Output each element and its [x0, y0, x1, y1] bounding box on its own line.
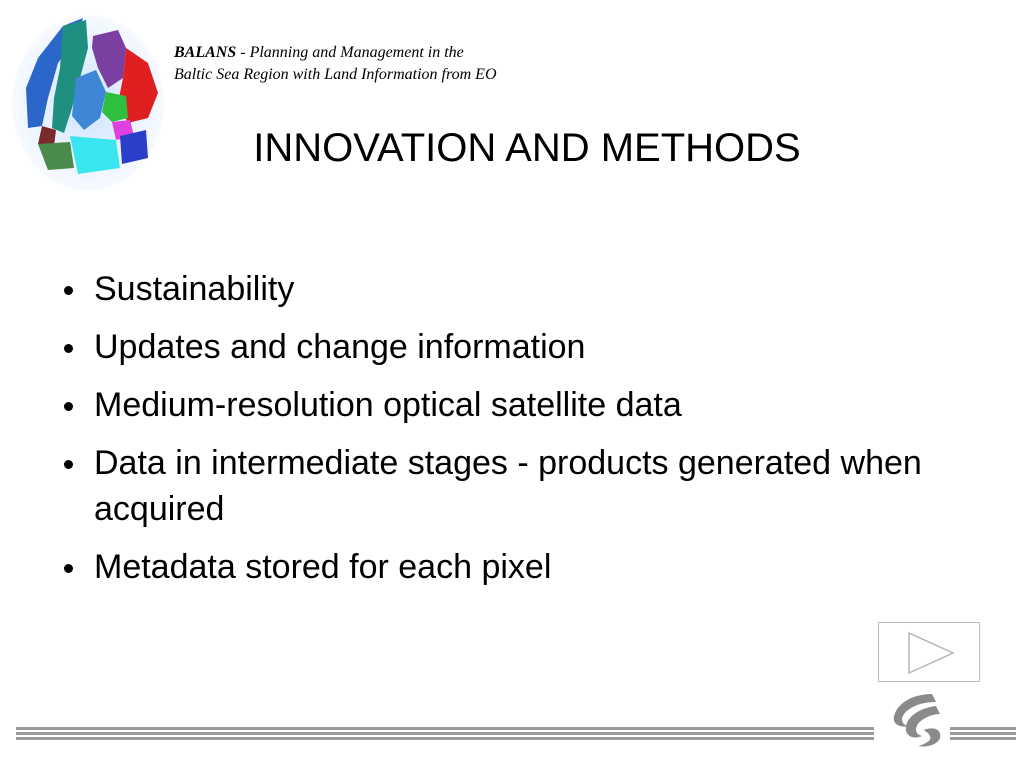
bullet-text: Medium-resolution optical satellite data	[94, 386, 682, 424]
bullet-dot-icon	[64, 460, 73, 469]
slide-title: INNOVATION AND METHODS	[253, 126, 801, 170]
play-triangle-icon	[879, 623, 981, 683]
bullet-dot-icon	[64, 564, 73, 573]
bullet-dot-icon	[64, 402, 73, 411]
bullet-dot-icon	[64, 286, 73, 295]
tagline-line1: - Planning and Management in the	[236, 44, 464, 61]
brand-name: BALANS	[174, 44, 237, 61]
bullet-item	[60, 382, 980, 428]
bullet-text: Sustainability	[94, 270, 295, 308]
bullet-text: Metadata stored for each pixel	[94, 548, 552, 586]
tagline-line2: Baltic Sea Region with Land Information from EO	[174, 66, 497, 83]
bullet-text: Data in intermediate stages - products generated when acquired	[94, 444, 922, 528]
bullet-item	[60, 266, 980, 312]
bullet-list	[60, 266, 980, 602]
institution-logo-icon	[884, 690, 946, 750]
bullet-item	[60, 544, 980, 590]
project-tagline	[174, 42, 497, 86]
bullet-item	[60, 440, 980, 532]
bullet-item	[60, 324, 980, 370]
bullet-text: Updates and change information	[94, 328, 586, 366]
bullet-dot-icon	[64, 344, 73, 353]
next-slide-button[interactable]	[878, 622, 980, 682]
footer-divider	[16, 726, 1016, 742]
